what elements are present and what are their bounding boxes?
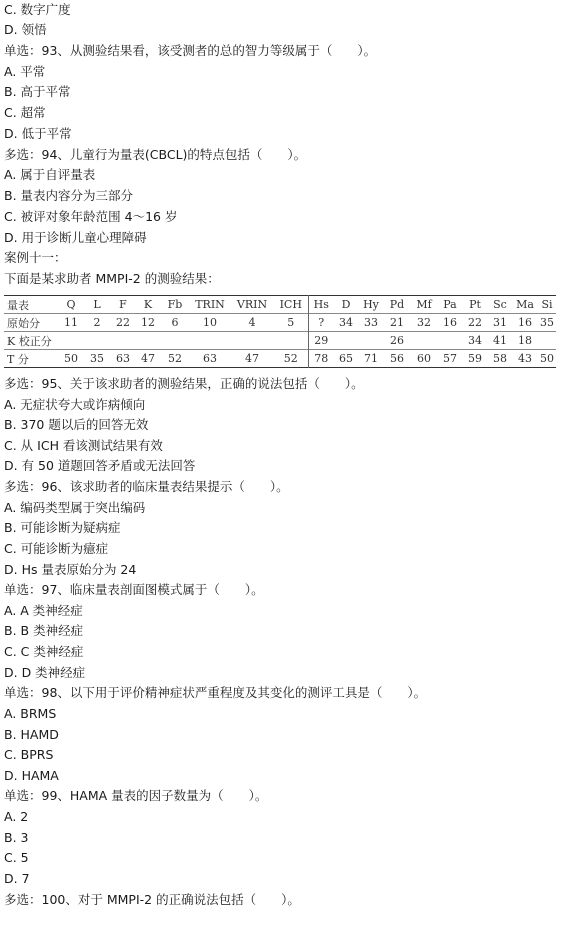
option-line: C. 被评对象年龄范围 4～16 岁 [4,209,178,224]
table-cell: 56 [390,352,404,365]
table-cell: 34 [468,334,482,347]
table-cell [358,332,384,350]
table-cell: Pa [443,298,457,311]
option-line: D. Hs 量表原始分为 24 [4,562,137,577]
mmpi-results-table [4,295,556,368]
question-line: 多选：100、对于 MMPI-2 的正确说法包括（ ）。 [4,892,300,907]
option-line: C. 数字广度 [4,2,71,17]
option-line: A. 无症状夸大或诈病倾向 [4,397,146,412]
option-line: A. 2 [4,809,29,824]
table-cell: 11 [64,316,78,329]
table-row-label: 原始分 [7,316,40,330]
option-line: D. 用于诊断儿童心理障碍 [4,230,147,245]
table-cell: 78 [308,350,334,368]
table-cell: 16 [443,316,457,329]
option-line: D. 领悟 [4,22,47,37]
table-cell: 10 [203,316,217,329]
table-cell: 35 [540,316,554,329]
table-cell: 50 [64,352,78,365]
table-cell: Si [541,298,553,311]
option-line: A. 平常 [4,64,46,79]
option-line: B. 370 题以后的回答无效 [4,417,149,432]
option-line: B. 3 [4,830,29,845]
table-cell [274,332,308,350]
table-cell: K [143,298,153,311]
table-cell: 47 [245,352,259,365]
table-cell: 2 [93,316,101,329]
table-cell: 12 [141,316,155,329]
option-line: D. HAMA [4,768,59,783]
table-cell [110,332,136,350]
table-cell: 31 [493,316,507,329]
table-cell: Fb [167,298,183,311]
question-line: 多选：95、关于该求助者的测验结果，正确的说法包括（ ）。 [4,376,364,391]
table-cell: 22 [468,316,482,329]
table-cell: 59 [468,352,482,365]
question-line: 多选：96、该求助者的临床量表结果提示（ ）。 [4,479,289,494]
table-cell [190,332,230,350]
table-cell: 52 [168,352,182,365]
table-cell [438,332,462,350]
table-cell: 43 [518,352,532,365]
table-cell: 29 [308,332,334,350]
option-line: D. 有 50 道题回答矛盾或无法回答 [4,458,196,473]
table-cell [230,332,274,350]
option-line: C. C 类神经症 [4,644,84,659]
option-line: A. 编码类型属于突出编码 [4,500,146,515]
table-cell: 34 [339,316,353,329]
table-cell: 32 [417,316,431,329]
option-line: B. HAMD [4,727,59,742]
table-cell: 58 [493,352,507,365]
mmpi-results-table-wrap [4,295,556,367]
option-line: C. 5 [4,850,29,865]
table-cell: 6 [171,316,179,329]
table-cell: Pt [469,298,481,311]
table-header-row [4,296,556,314]
table-cell: 18 [518,334,532,347]
question-line: 单选：97、临床量表剖面图模式属于（ ）。 [4,582,264,597]
table-row [4,350,556,368]
table-cell: Pd [389,298,405,311]
table-cell: Mf [416,298,432,311]
table-cell: 26 [390,334,404,347]
table-cell: F [119,298,127,311]
table-cell: 52 [283,352,298,365]
table-cell: Hy [363,298,379,311]
table-cell [58,332,84,350]
table-cell: 5 [287,316,295,329]
option-line: D. 低于平常 [4,126,72,141]
option-line: A. BRMS [4,706,57,721]
option-line: C. BPRS [4,747,54,762]
option-line: A. 属于自评量表 [4,167,96,182]
table-cell: 57 [443,352,457,365]
table-cell: Q [66,298,76,311]
table-cell: 50 [540,352,554,365]
table-cell: 71 [364,352,378,365]
table-cell: 47 [141,352,155,365]
table-cell [538,332,556,350]
table-row-label: 量表 [7,298,29,312]
table-cell: Ma [516,298,534,311]
table-cell: 65 [339,352,353,365]
table-row-label: K 校正分 [7,334,52,348]
case-heading: 案例十一： [4,250,67,265]
question-line: 单选：99、HAMA 量表的因子数量为（ ）。 [4,788,268,803]
table-cell [136,332,160,350]
table-cell [334,332,358,350]
table-cell: 41 [493,334,507,347]
table-cell: Hs [308,296,334,314]
option-line: B. 量表内容分为三部分 [4,188,134,203]
table-cell: 60 [417,352,431,365]
table-row-label: T 分 [7,352,29,366]
option-line: C. 超常 [4,105,46,120]
table-row [4,314,556,332]
question-line: 多选：94、儿童行为量表(CBCL)的特点包括（ ）。 [4,147,307,162]
option-line: C. 从 ICH 看该测试结果有效 [4,438,163,453]
table-cell: ICH [279,298,302,311]
option-line: C. 可能诊断为癔症 [4,541,109,556]
table-cell: ? [308,314,334,332]
table-cell: 35 [90,352,104,365]
table-cell: 63 [116,352,130,365]
table-cell: 16 [518,316,532,329]
table-cell: TRIN [195,298,225,311]
option-line: B. 高于平常 [4,84,71,99]
table-cell: Sc [493,298,507,311]
table-cell: 4 [248,316,256,329]
table-row [4,332,556,350]
table-cell: VRIN [236,298,268,311]
question-line: 单选：93、从测验结果看，该受测者的总的智力等级属于（ ）。 [4,43,377,58]
table-cell: 63 [203,352,217,365]
table-cell: L [93,298,101,311]
table-cell [160,332,190,350]
option-line: D. D 类神经症 [4,665,86,680]
table-cell: 33 [364,316,378,329]
question-line: 单选：98、以下用于评价精神症状严重程度及其变化的测评工具是（ ）。 [4,685,427,700]
option-line: D. 7 [4,871,30,886]
table-cell [84,332,110,350]
option-line: B. 可能诊断为疑病症 [4,520,121,535]
table-cell: 21 [390,316,404,329]
option-line: B. B 类神经症 [4,623,84,638]
case-intro: 下面是某求助者 MMPI-2 的测验结果： [4,271,220,286]
option-line: A. A 类神经症 [4,603,83,618]
table-cell: 22 [116,316,130,329]
table-cell: D [341,298,351,311]
table-cell [410,332,438,350]
